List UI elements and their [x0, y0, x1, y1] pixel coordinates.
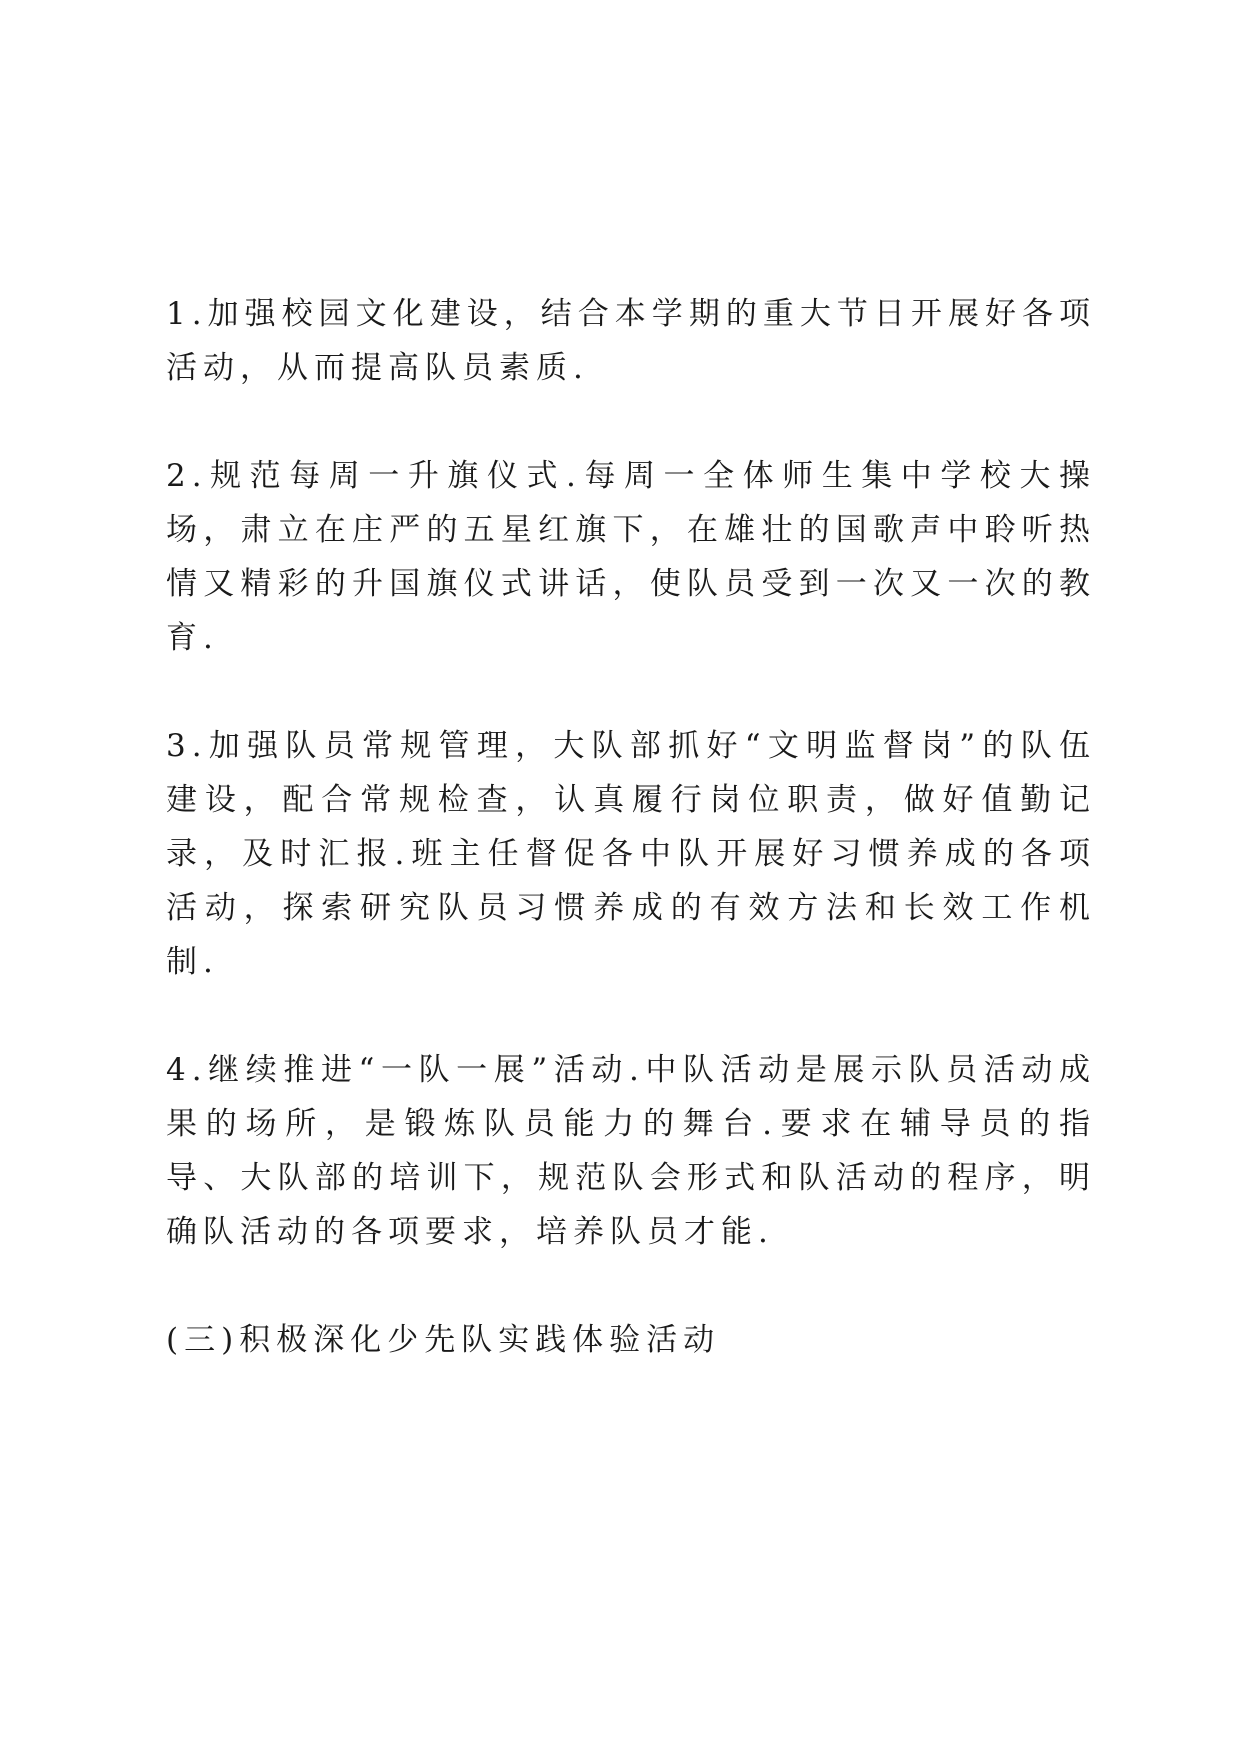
paragraph-item-2: 2.规范每周一升旗仪式.每周一全体师生集中学校大操场，肃立在庄严的五星红旗下，在雄壮的国歌声中聆听热情又精彩的升国旗仪式讲话，使队员受到一次又一次的教育.: [166, 458, 1096, 656]
paragraph-item-3: 3.加强队员常规管理，大队部抓好“文明监督岗”的队伍建设，配合常规检查，认真履行岗位职责，做好值勤记录，及时汇报.班主任督促各中队开展好习惯养成的各项活动，探索研究队员习惯养成的有效方法和长效工作机制.: [166, 728, 1096, 980]
section-heading-3: (三)积极深化少先队实践体验活动: [166, 1322, 721, 1358]
paragraph-item-1: 1.加强校园文化建设，结合本学期的重大节日开展好各项活动，从而提高队员素质.: [166, 296, 1096, 386]
paragraph-item-4: 4.继续推进“一队一展”活动.中队活动是展示队员活动成果的场所，是锻炼队员能力的舞台.要求在辅导员的指导、大队部的培训下，规范队会形式和队活动的程序，明确队活动的各项要求，培养队员才能.: [166, 1052, 1096, 1250]
document-body: [166, 287, 1096, 1367]
